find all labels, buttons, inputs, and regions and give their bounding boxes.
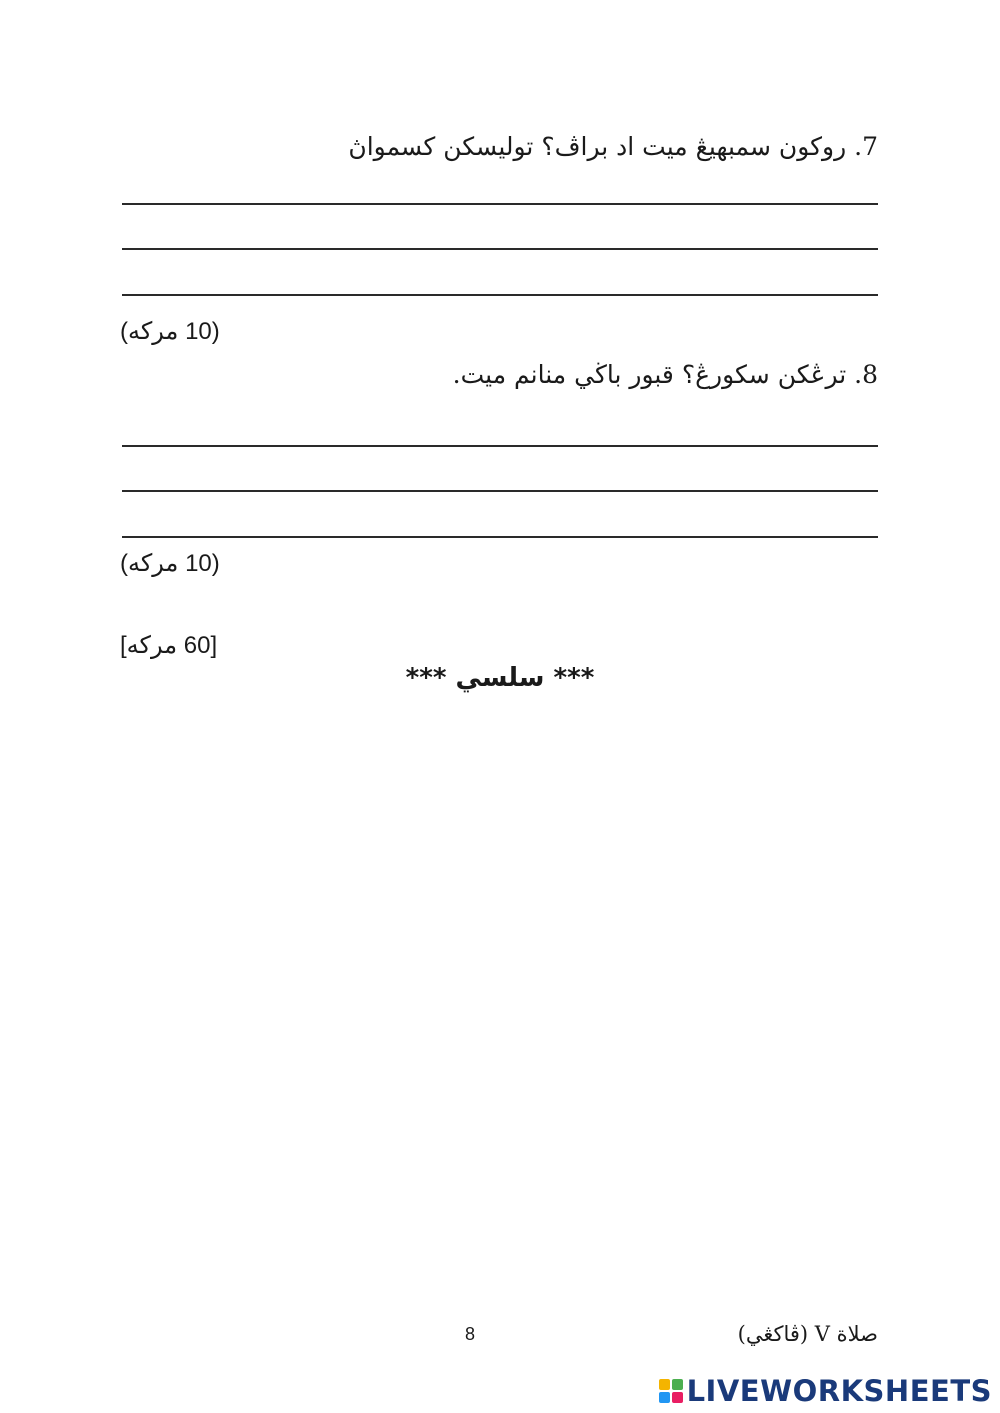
total-marks: [60 مرکه] — [120, 632, 218, 659]
question-7: 7. روكون سمبهيڠ ميت اد براڤ؟ توليسکن كسمواڽ — [348, 132, 878, 161]
liveworksheets-logo-icon — [659, 1379, 683, 1403]
logo-square — [659, 1379, 670, 1390]
answer-line[interactable] — [122, 203, 878, 205]
answer-line[interactable] — [122, 248, 878, 250]
logo-square — [672, 1392, 683, 1403]
page-number: 8 — [464, 1324, 475, 1344]
logo-square — [672, 1379, 683, 1390]
answer-line[interactable] — [122, 445, 878, 447]
answer-line[interactable] — [122, 536, 878, 538]
closing-text: *** سلسي *** — [405, 663, 595, 693]
footer-subject: صلاة V (ڤاكڠي) — [737, 1322, 878, 1346]
logo-square — [659, 1392, 670, 1403]
brand-name: LIVEWORKSHEETS — [686, 1374, 992, 1408]
question-8: 8. ترڠکن سكورڠ؟ قبور باڬي منانم ميت. — [452, 360, 878, 389]
question-8-marks: (10 مرکه) — [120, 550, 220, 577]
answer-line[interactable] — [122, 490, 878, 492]
liveworksheets-brand[interactable] — [659, 1374, 992, 1408]
question-7-marks: (10 مرکه) — [120, 318, 220, 345]
answer-line[interactable] — [122, 294, 878, 296]
